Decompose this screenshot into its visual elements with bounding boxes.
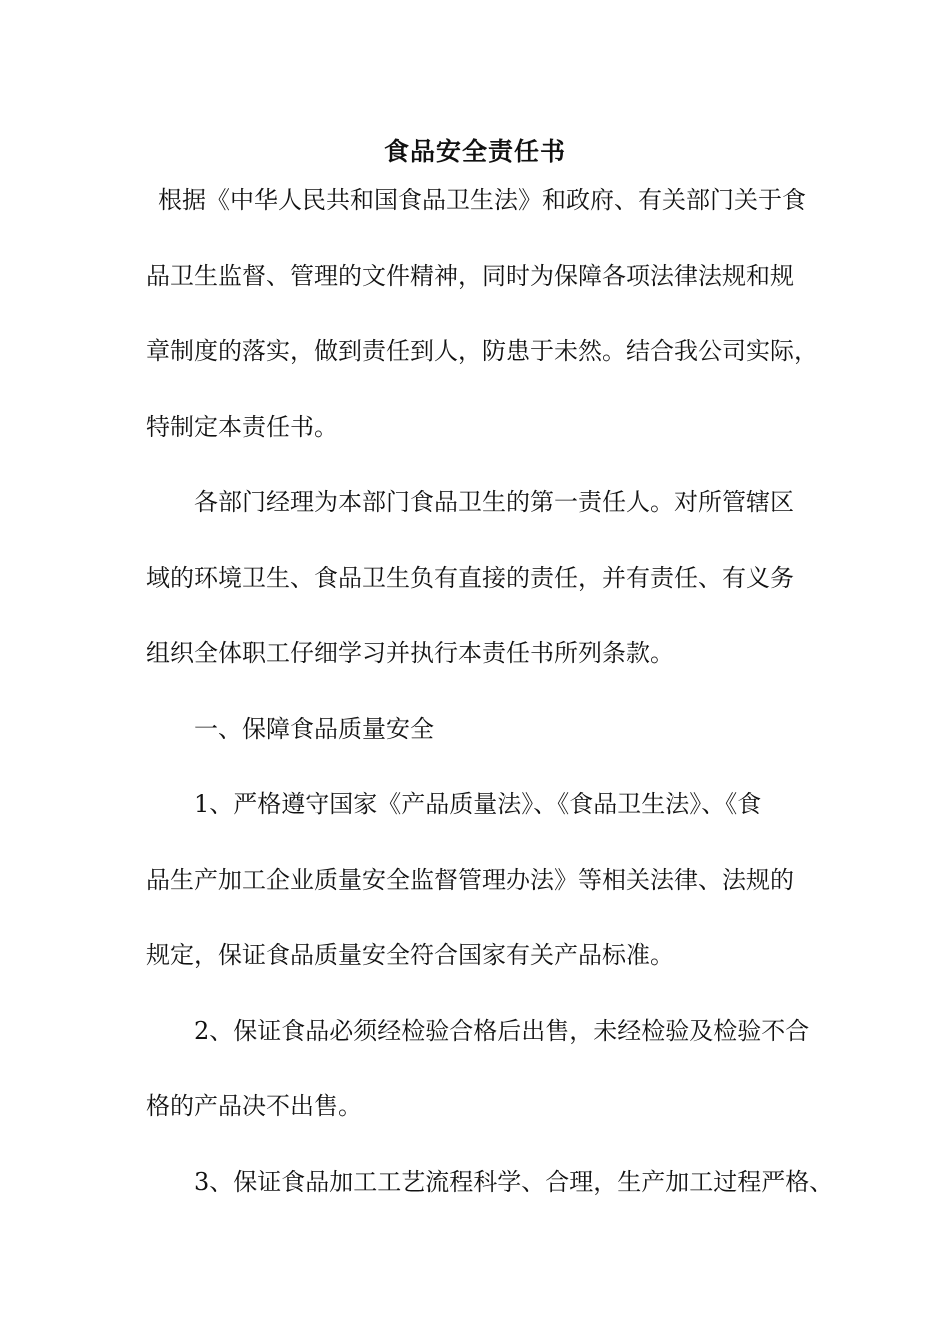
paragraph-line: 规定，保证食品质量安全符合国家有关产品标准。 xyxy=(146,941,674,969)
paragraph-line: 各部门经理为本部门食品卫生的第一责任人。对所管辖区 xyxy=(194,488,794,516)
paragraph-line: 根据《中华人民共和国食品卫生法》和政府、有关部门关于食 xyxy=(158,186,806,214)
paragraph-line: 域的环境卫生、食品卫生负有直接的责任，并有责任、有义务 xyxy=(146,563,794,592)
section-heading: 一、保障食品质量安全 xyxy=(194,714,434,743)
paragraph-line: 2、保证食品必须经检验合格后出售，未经检验及检验不合 xyxy=(194,1016,810,1045)
paragraph-line: 3、保证食品加工工艺流程科学、合理，生产加工过程严格、 xyxy=(194,1167,834,1196)
paragraph-line: 格的产品决不出售。 xyxy=(146,1092,362,1120)
paragraph-line: 1、严格遵守国家《产品质量法》、《食品卫生法》、《食 xyxy=(194,790,762,818)
document-body xyxy=(146,182,834,1239)
document-title: 食品安全责任书 xyxy=(383,137,566,166)
paragraph-line: 品生产加工企业质量安全监督管理办法》等相关法律、法规的 xyxy=(146,865,794,894)
paragraph-line: 组织全体职工仔细学习并执行本责任书所列条款。 xyxy=(146,639,674,667)
paragraph-line: 品卫生监督、管理的文件精神，同时为保障各项法律法规和规 xyxy=(146,261,794,290)
paragraph-line: 章制度的落实，做到责任到人，防患于未然。结合我公司实际， xyxy=(146,337,818,365)
paragraph-line: 特制定本责任书。 xyxy=(146,412,338,441)
